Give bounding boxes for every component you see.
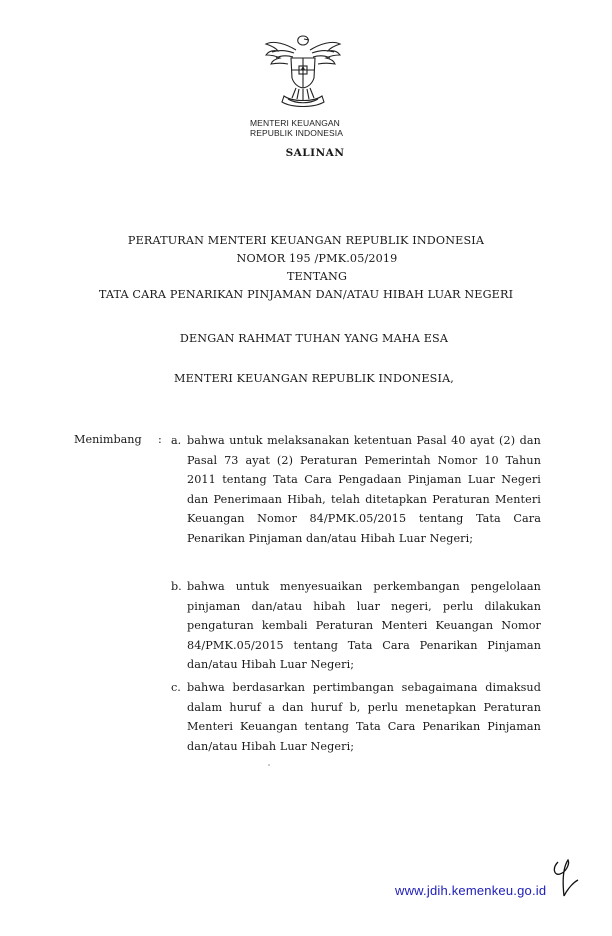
salinan-label: SALINAN xyxy=(285,147,345,159)
title-number: NOMOR 195 /PMK.05/2019 xyxy=(236,252,398,265)
item-text: bahwa berdasarkan pertimbangan sebagaimana dimaksud dalam huruf a dan huruf b, perlu menetapkan Peraturan Menteri Keuangan tentang Tata Cara Penarikan Pinjaman dan/atau Hibah Luar Negeri; xyxy=(187,681,541,753)
title-tentang: TENTANG xyxy=(286,270,348,283)
rahmat-line: DENGAN RAHMAT TUHAN YANG MAHA ESA xyxy=(179,332,449,345)
garuda-emblem-icon xyxy=(258,30,348,112)
item-letter: a. xyxy=(171,434,182,447)
menimbang-colon: : xyxy=(158,433,162,446)
consideration-item xyxy=(171,431,541,548)
ministry-header xyxy=(250,118,370,138)
consideration-item xyxy=(171,678,541,756)
regulation-title xyxy=(0,232,612,304)
item-text: bahwa untuk melaksanakan ketentuan Pasal 40 ayat (2) dan Pasal 73 ayat (2) Peraturan Pemerintah Nomor 10 Tahun 2011 tentang Tata Cara Pengadaan Pinjaman Luar Negeri dan Penerimaan Hibah, telah ditetapkan Peraturan Menteri Keuangan Nomor 84/PMK.05/2015 tentang Tata Cara Penarikan Pinjaman dan/atau Hibah Luar Negeri; xyxy=(187,434,541,545)
scan-speck xyxy=(268,764,270,766)
website-link[interactable]: www.jdih.kemenkeu.go.id xyxy=(395,883,547,898)
ministry-line1: MENTERI KEUANGAN xyxy=(250,118,340,128)
handwritten-initial-icon xyxy=(548,858,582,900)
salinan-stamp xyxy=(0,147,612,159)
title-line1: PERATURAN MENTERI KEUANGAN REPUBLIK INDONESIA xyxy=(127,234,485,247)
item-letter: c. xyxy=(171,681,181,694)
title-subject: TATA CARA PENARIKAN PINJAMAN DAN/ATAU HIBAH LUAR NEGERI xyxy=(98,288,514,301)
issuer-line: MENTERI KEUANGAN REPUBLIK INDONESIA, xyxy=(173,372,455,385)
item-letter: b. xyxy=(171,580,182,593)
consideration-item xyxy=(171,577,541,675)
menimbang-label: Menimbang xyxy=(74,433,142,446)
item-text: bahwa untuk menyesuaikan perkembangan pengelolaan pinjaman dan/atau hibah luar negeri, perlu dilakukan pengaturan kembali Peraturan Menteri Keuangan Nomor 84/PMK.05/2015 tentang Tata Cara Penarikan Pinjaman dan/atau Hibah Luar Negeri; xyxy=(187,580,541,671)
ministry-line2: REPUBLIK INDONESIA xyxy=(250,128,343,138)
